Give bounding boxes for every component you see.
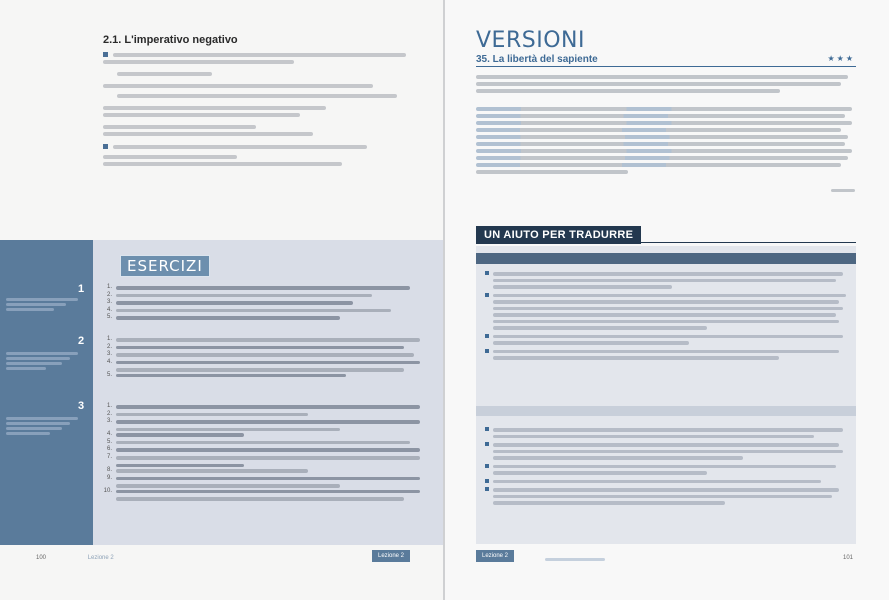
exercise-number-3: 3 (78, 400, 85, 412)
versioni-title: VERSIONI (476, 28, 585, 53)
square-bullet-icon (103, 144, 108, 149)
version-subtitle: 35. La libertà del sapiente (476, 54, 598, 65)
list-item (485, 270, 850, 292)
exercise-number-1: 1 (78, 283, 85, 295)
page-number: 100 (36, 555, 47, 561)
footer-label (545, 555, 605, 564)
footer-label: Lezione 2 (87, 555, 114, 561)
list-item: 1. (100, 336, 420, 344)
list-item (100, 366, 420, 372)
list-item: 3. (100, 418, 420, 426)
list-item (485, 292, 850, 333)
title-rule (476, 66, 856, 67)
exercise-1-instructions (6, 296, 86, 313)
footer-tag: Lezione 2 (476, 550, 514, 562)
list-item: 6. (100, 446, 420, 454)
exercise-3-instructions (6, 415, 86, 437)
list-item (485, 441, 850, 463)
bullet-icon (485, 349, 489, 353)
latin-passage (476, 104, 856, 177)
bullet-icon (485, 271, 489, 275)
list-item: 3. (100, 351, 420, 359)
list-item (100, 495, 420, 501)
list-item (485, 486, 850, 508)
esercizi-title: ESERCIZI (120, 255, 210, 277)
exercise-2-instructions (6, 350, 86, 372)
bullet-icon (485, 464, 489, 468)
list-item: 4. (100, 307, 420, 315)
bullet-icon (485, 427, 489, 431)
aiuto-rule (476, 242, 856, 243)
list-item: 5. (100, 372, 420, 380)
list-item (485, 463, 850, 478)
list-item (485, 426, 850, 441)
source-citation (831, 186, 855, 195)
page-number: 101 (842, 555, 853, 561)
grammar-rule-text (103, 50, 421, 169)
list-item: 3. (100, 299, 420, 307)
intro-text (476, 72, 856, 96)
section-title: 2.1. L'imperativo negativo (103, 34, 238, 46)
bullet-icon (485, 293, 489, 297)
aiuto-subsection-header (476, 406, 856, 416)
bullet-icon (485, 479, 489, 483)
bullet-icon (485, 442, 489, 446)
bullet-icon (485, 487, 489, 491)
bullet-icon (485, 334, 489, 338)
list-item: 2. (100, 292, 420, 300)
list-item: 8. (100, 467, 420, 475)
list-item: 5. (100, 439, 420, 447)
list-item: 9. (100, 475, 420, 483)
right-page (445, 0, 889, 600)
left-page (0, 0, 444, 600)
list-item: 10. (100, 488, 420, 496)
list-item (485, 348, 850, 363)
list-item (485, 333, 850, 348)
list-item: 4. (100, 359, 420, 367)
exercise-2-list (100, 336, 420, 379)
difficulty-stars: ★★★ (827, 54, 855, 63)
list-item: 4. (100, 431, 420, 439)
aiuto-title: UN AIUTO PER TRADURRE (476, 226, 641, 244)
square-bullet-icon (103, 52, 108, 57)
list-item: 2. (100, 344, 420, 352)
list-item: 1. (100, 403, 420, 411)
list-item: 5. (100, 314, 420, 322)
aiuto-section-header (476, 253, 856, 264)
page-footer-left (36, 555, 114, 561)
exercise-3-list (100, 403, 420, 501)
list-item: 2. (100, 411, 420, 419)
list-item: 7. (100, 454, 420, 462)
footer-tag: Lezione 2 (372, 550, 410, 562)
list-item: 1. (100, 284, 420, 292)
list-item (485, 478, 850, 487)
exercise-number-2: 2 (78, 335, 85, 347)
aiuto-list-1 (485, 270, 850, 363)
aiuto-list-2 (485, 426, 850, 508)
exercise-1-list (100, 284, 420, 322)
